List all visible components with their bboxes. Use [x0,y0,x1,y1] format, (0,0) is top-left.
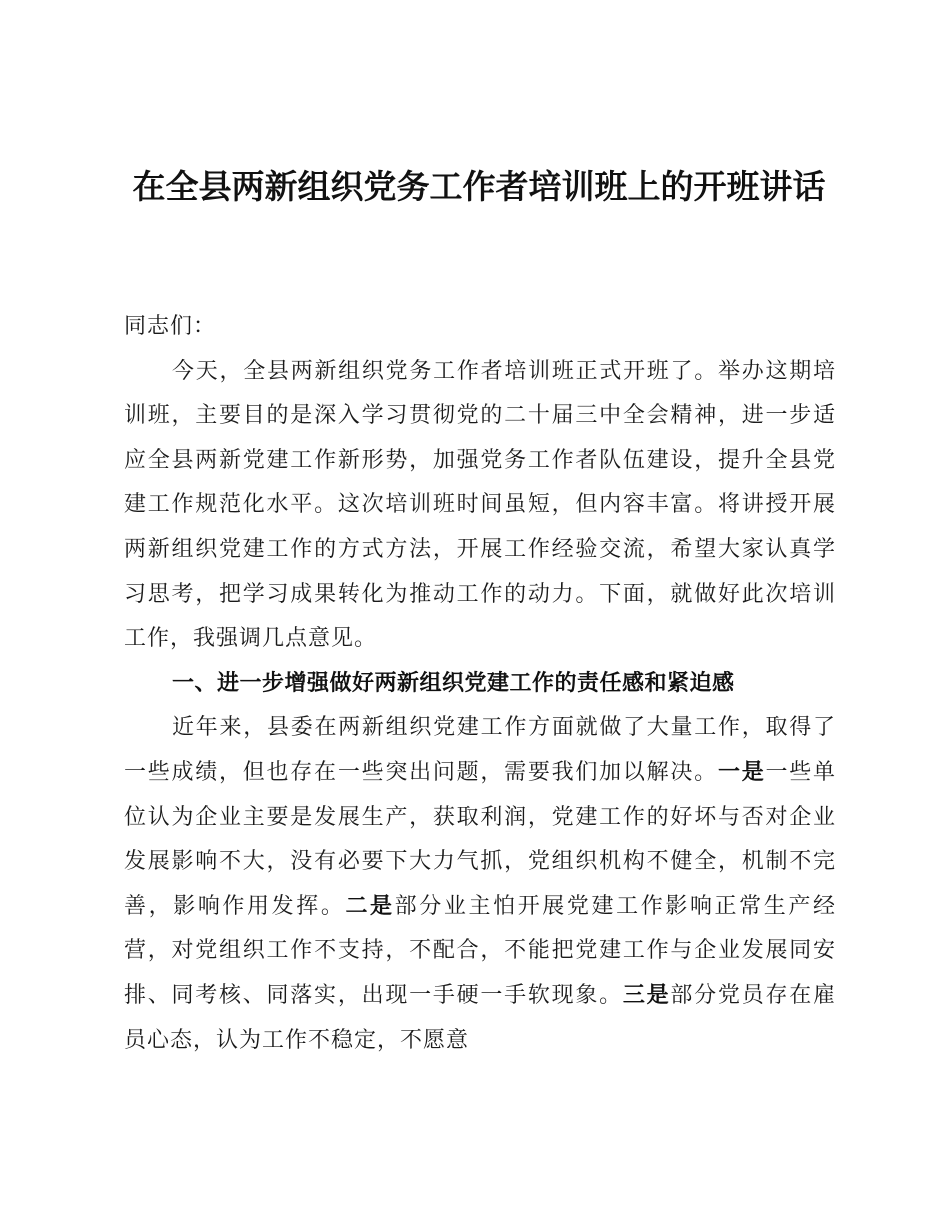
point-text-first: 一些单位认为企业主要是发展生产，获取利润，党建工作的好坏与否对企业发展影响不大，没有必要下大力气抓，党组织机构不健全，机制不完善，影响作用发挥。 [124,759,836,919]
point-label-first: 一是 [717,759,766,785]
point-label-third: 三是 [622,982,671,1008]
salutation: 同志们： [124,314,217,339]
document-title: 在全县两新组织党务工作者培训班上的开班讲话 [132,167,826,206]
point-text-third: 部分党员存在雇员心态，认为工作不稳定，不愿意 [124,982,836,1053]
document-body [124,305,836,1063]
paragraph-problems [124,706,836,1063]
paragraph-intro-text: 近年来，县委在两新组织党建工作方面就做了大量工作，取得了一些成绩，但也存在一些突出问题，需要我们加以解决。 [124,715,836,785]
point-text-second: 部分业主怕开展党建工作影响正常生产经营，对党组织工作不支持，不配合，不能把党建工作与企业发展同安排、同考核、同落实，出现一手硬一手软现象。 [124,893,836,1008]
section-heading-1: 一、进一步增强做好两新组织党建工作的责任感和紧迫感 [172,670,735,696]
point-label-second: 二是 [345,893,395,919]
paragraph-opening: 今天，全县两新组织党务工作者培训班正式开班了。举办这期培训班，主要目的是深入学习贯彻党的二十届三中全会精神，进一步适应全县两新党建工作新形势，加强党务工作者队伍建设，提升全县党建工作规范化水平。这次培训班时间虽短，但内容丰富。将讲授开展两新组织党建工作的方式方法，开展工作经验交流，希望大家认真学习思考，把学习成果转化为推动工作的动力。下面，就做好此次培训工作，我强调几点意见。 [124,358,836,652]
